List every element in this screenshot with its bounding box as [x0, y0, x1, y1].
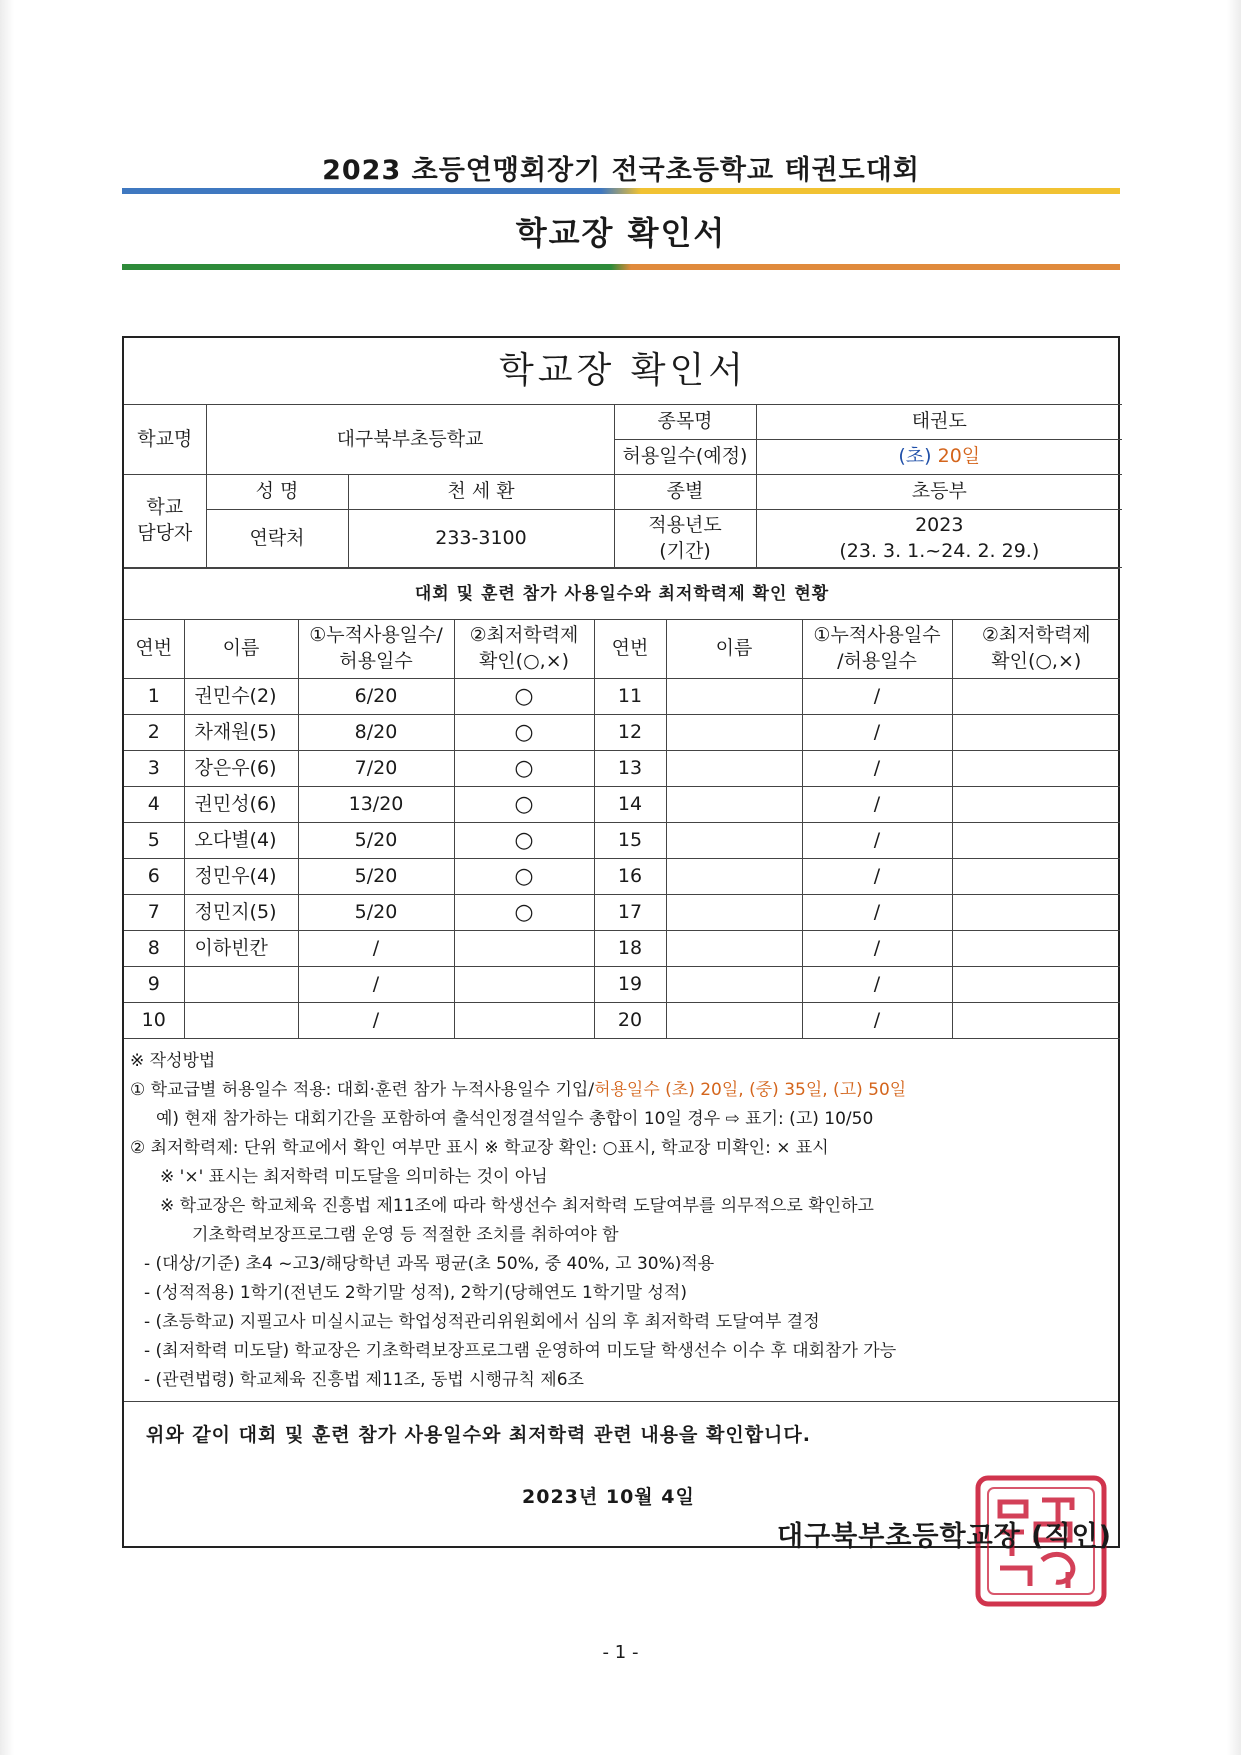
row-check — [952, 787, 1120, 823]
row-days: / — [802, 679, 952, 715]
event-title: 2023 초등연맹회장기 전국초등학교 태권도대회 — [322, 155, 920, 186]
col-seq-header-2: 연번 — [594, 620, 666, 679]
table-row — [124, 859, 1120, 895]
applicable-year-label: 적용년도 (기간) — [614, 510, 756, 568]
row-seq: 1 — [124, 679, 184, 715]
signature-line — [777, 1514, 1112, 1553]
row-check: ○ — [454, 715, 594, 751]
writing-instructions — [124, 1039, 1118, 1402]
row-days: / — [802, 823, 952, 859]
row-name — [666, 895, 802, 931]
row-seq: 19 — [594, 967, 666, 1003]
row-name: 정민우(4) — [184, 859, 298, 895]
row-seq: 15 — [594, 823, 666, 859]
row-check: ○ — [454, 751, 594, 787]
col-days-header-2: ①누적사용일수 /허용일수 — [802, 620, 952, 679]
row-days: 5/20 — [298, 859, 454, 895]
col-check-header-2: ②최저학력제 확인(○,×) — [952, 620, 1120, 679]
instruction-related-law: - (관련법령) 학교체육 진흥법 제11조, 동법 시행규칙 제6조 — [144, 1370, 584, 1390]
row-seq: 2 — [124, 715, 184, 751]
row-seq: 9 — [124, 967, 184, 1003]
instruction-note-principal: ※ 학교장은 학교체육 진흥법 제11조에 따라 학생선수 최저학력 도달여부를 의무적으로 확인하고 — [160, 1196, 874, 1216]
instruction-elementary: - (초등학교) 지필고사 미실시교는 학업성적관리위원회에서 심의 후 최저학력 도달여부 결정 — [144, 1312, 820, 1332]
division-value: 초등부 — [756, 475, 1122, 510]
page-number: - 1 - — [602, 1642, 639, 1663]
row-days: / — [298, 931, 454, 967]
row-name — [184, 967, 298, 1003]
col-seq-header: 연번 — [124, 620, 184, 679]
instruction-note-principal-cont: 기초학력보장프로그램 운영 등 적절한 조치를 취하여야 함 — [192, 1225, 619, 1245]
row-seq: 3 — [124, 751, 184, 787]
row-days: / — [802, 967, 952, 1003]
row-check: ○ — [454, 895, 594, 931]
row-name — [666, 931, 802, 967]
instruction-line-1: ① 학교급별 허용일수 적용: 대회·훈련 참가 누적사용일수 기입/허용일수 (초) 20일, (중) 35일, (고) 50일 — [130, 1080, 907, 1100]
row-seq: 10 — [124, 1003, 184, 1039]
row-check — [952, 967, 1120, 1003]
row-name — [666, 1003, 802, 1039]
row-days: 13/20 — [298, 787, 454, 823]
row-check: ○ — [454, 823, 594, 859]
table-row — [124, 823, 1120, 859]
row-name: 권민성(6) — [184, 787, 298, 823]
row-name — [666, 967, 802, 1003]
instruction-line-2: ② 최저학력제: 단위 학교에서 확인 여부만 표시 ※ 학교장 확인: ○표시, 학교장 미확인: × 표시 — [130, 1138, 829, 1158]
allowed-days-level: (초) — [898, 445, 932, 468]
instruction-example: 예) 현재 참가하는 대회기간을 포함하여 출석인정결석일수 총합이 10일 경우 ⇨ 표기: (고) 10/50 — [156, 1109, 874, 1129]
row-seq: 11 — [594, 679, 666, 715]
row-days: / — [298, 967, 454, 1003]
row-days: / — [802, 1003, 952, 1039]
row-check — [952, 895, 1120, 931]
row-seq: 18 — [594, 931, 666, 967]
allowed-days-value — [756, 440, 1122, 475]
table-row — [124, 751, 1120, 787]
row-check — [952, 823, 1120, 859]
row-name — [184, 1003, 298, 1039]
row-name: 오다별(4) — [184, 823, 298, 859]
header-divider-bottom — [122, 264, 1120, 270]
row-check — [952, 931, 1120, 967]
confirmation-section — [124, 1402, 1118, 1552]
row-seq: 7 — [124, 895, 184, 931]
row-days: 5/20 — [298, 895, 454, 931]
row-seq: 4 — [124, 787, 184, 823]
row-check — [952, 679, 1120, 715]
manager-name-label: 성 명 — [206, 475, 348, 510]
row-check — [454, 967, 594, 1003]
row-name — [666, 823, 802, 859]
principal-title: 대구북부초등학교장 — [777, 1521, 1021, 1552]
sport-label: 종목명 — [614, 405, 756, 440]
instruction-below-minimum: - (최저학력 미도달) 학교장은 기초학력보장프로그램 운영하여 미도달 학생선수 이수 후 대회참가 가능 — [144, 1341, 897, 1361]
row-days: / — [802, 859, 952, 895]
confirmation-statement: 위와 같이 대회 및 훈련 참가 사용일수와 최저학력 관련 내용을 확인합니다. — [146, 1424, 811, 1446]
row-seq: 16 — [594, 859, 666, 895]
instruction-grades: - (성적적용) 1학기(전년도 2학기말 성적), 2학기(당해연도 1학기말 성적) — [144, 1283, 687, 1303]
school-contact-person-label: 학교 담당자 — [124, 475, 206, 568]
division-label: 종별 — [614, 475, 756, 510]
row-days: 6/20 — [298, 679, 454, 715]
row-name — [666, 679, 802, 715]
row-days: / — [802, 751, 952, 787]
row-name: 차재원(5) — [184, 715, 298, 751]
row-seq: 12 — [594, 715, 666, 751]
row-name — [666, 715, 802, 751]
row-days: / — [802, 715, 952, 751]
row-days: 8/20 — [298, 715, 454, 751]
contact-label: 연락처 — [206, 510, 348, 568]
row-name — [666, 751, 802, 787]
form-header-table — [124, 338, 1122, 568]
school-name-value: 대구북부초등학교 — [206, 405, 614, 475]
instruction-criteria: - (대상/기준) 초4 ~고3/해당학년 과목 평균(초 50%, 중 40%, 고 30%)적용 — [144, 1254, 715, 1274]
col-name-header-2: 이름 — [666, 620, 802, 679]
row-seq: 20 — [594, 1003, 666, 1039]
instructions-title: ※ 작성방법 — [130, 1051, 216, 1071]
instruction-note-x: ※ '×' 표시는 최저학력 미도달을 의미하는 것이 아님 — [160, 1167, 548, 1187]
row-check — [454, 931, 594, 967]
row-name — [666, 859, 802, 895]
row-name: 장은우(6) — [184, 751, 298, 787]
row-name: 정민지(5) — [184, 895, 298, 931]
row-check — [952, 715, 1120, 751]
table-row — [124, 715, 1120, 751]
row-days: / — [802, 931, 952, 967]
row-seq: 14 — [594, 787, 666, 823]
row-name: 이하빈칸 — [184, 931, 298, 967]
header-divider-top — [122, 188, 1120, 194]
form-title: 학교장 확인서 — [124, 338, 1122, 405]
row-days: 5/20 — [298, 823, 454, 859]
col-check-header: ②최저학력제 확인(○,×) — [454, 620, 594, 679]
row-check — [454, 1003, 594, 1039]
confirmation-form — [122, 336, 1120, 1552]
table-row — [124, 895, 1120, 931]
manager-name-value: 천 세 환 — [348, 475, 614, 510]
allowed-days-label: 허용일수(예정) — [614, 440, 756, 475]
row-check — [952, 1003, 1120, 1039]
row-check: ○ — [454, 679, 594, 715]
table-row — [124, 1003, 1120, 1039]
row-days: 7/20 — [298, 751, 454, 787]
applicable-year-value: 2023 (23. 3. 1.~24. 2. 29.) — [756, 510, 1122, 568]
row-seq: 6 — [124, 859, 184, 895]
allowed-days-count: 20일 — [937, 445, 981, 468]
row-days: / — [802, 895, 952, 931]
row-seq: 5 — [124, 823, 184, 859]
seal-note: (직인) — [1031, 1521, 1112, 1552]
table-row — [124, 967, 1120, 1003]
row-check — [952, 859, 1120, 895]
school-name-label: 학교명 — [124, 405, 206, 475]
confirmation-date: 2023년 10월 4일 — [522, 1486, 695, 1508]
row-days: / — [802, 787, 952, 823]
row-name: 권민수(2) — [184, 679, 298, 715]
row-name — [666, 787, 802, 823]
table-row — [124, 931, 1120, 967]
row-check: ○ — [454, 859, 594, 895]
row-days: / — [298, 1003, 454, 1039]
row-check — [952, 751, 1120, 787]
status-section-title: 대회 및 훈련 참가 사용일수와 최저학력제 확인 현황 — [124, 569, 1120, 620]
row-seq: 8 — [124, 931, 184, 967]
row-seq: 17 — [594, 895, 666, 931]
sport-value: 태권도 — [756, 405, 1122, 440]
col-days-header: ①누적사용일수/ 허용일수 — [298, 620, 454, 679]
document-title: 학교장 확인서 — [515, 214, 727, 252]
col-name-header: 이름 — [184, 620, 298, 679]
row-check: ○ — [454, 787, 594, 823]
contact-value: 233-3100 — [348, 510, 614, 568]
participation-table — [124, 568, 1120, 1039]
table-row — [124, 679, 1120, 715]
table-row — [124, 787, 1120, 823]
row-seq: 13 — [594, 751, 666, 787]
